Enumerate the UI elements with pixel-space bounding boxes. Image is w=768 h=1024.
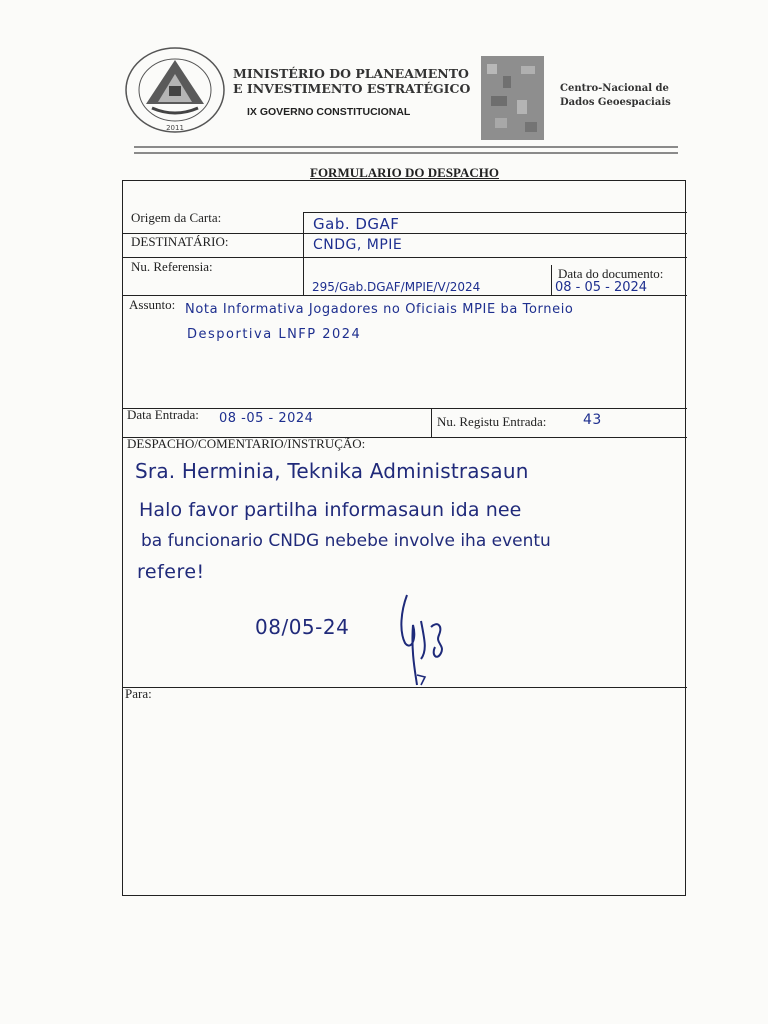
despacho-line-2: Halo favor partilha informasaun ida nee [139,499,522,521]
form-title: FORMULARIO DO DESPACHO [310,165,499,180]
handwritten-signature [391,581,461,696]
despacho-label: DESPACHO/COMENTARIO/INSTRUÇÃO: [127,436,366,451]
grid-line [123,257,687,258]
despacho-line-4: refere! [137,561,205,583]
government-label: IX GOVERNO CONSTITUCIONAL [247,106,411,118]
origem-value: Gab. DGAF [313,215,400,233]
qr-code [481,56,544,140]
ministry-name [233,66,470,96]
ministry-line-2: E INVESTIMENTO ESTRATÉGICO [233,81,471,96]
svg-text:2011: 2011 [166,124,184,132]
destinatario-value: CNDG, MPIE [313,237,403,253]
grid-line [303,212,304,295]
destinatario-label: DESTINATÁRIO: [131,234,229,249]
origem-label: Origem da Carta: [131,210,222,225]
center-name [560,82,671,110]
ministry-line-1: MINISTÉRIO DO PLANEAMENTO [233,66,469,81]
despacho-line-3: ba funcionario CNDG nebebe involve iha eventu [141,531,551,551]
header-divider-2 [134,152,678,154]
referensia-label: Nu. Referensia: [131,259,213,274]
center-line-1: Centro-Nacional de [560,83,669,94]
data-documento-value: 08 - 05 - 2024 [555,280,648,295]
grid-line [431,408,432,437]
center-line-2: Dados Geoespaciais [560,97,671,108]
registu-entrada-label: Nu. Registu Entrada: [437,414,547,429]
data-documento-label: Data do documento: [558,266,664,281]
grid-line [123,295,687,296]
data-entrada-label: Data Entrada: [127,407,199,422]
para-label: Para: [125,686,152,701]
data-entrada-value: 08 -05 - 2024 [219,411,314,426]
grid-line [123,408,687,409]
despacho-date: 08/05-24 [255,615,350,639]
assunto-line-1: Nota Informativa Jogadores no Oficiais MPIE ba Torneio [185,302,574,317]
despacho-line-1: Sra. Herminia, Teknika Administrasaun [135,459,529,483]
assunto-label: Assunto: [129,297,176,312]
referensia-value: 295/Gab.DGAF/MPIE/V/2024 [312,280,481,294]
header-divider [134,146,678,148]
grid-line [551,265,552,295]
registu-entrada-value: 43 [583,412,602,428]
ministry-seal [124,46,226,134]
grid-line [303,212,687,213]
dispatch-form [122,180,686,896]
assunto-line-2: Desportiva LNFP 2024 [187,327,362,342]
